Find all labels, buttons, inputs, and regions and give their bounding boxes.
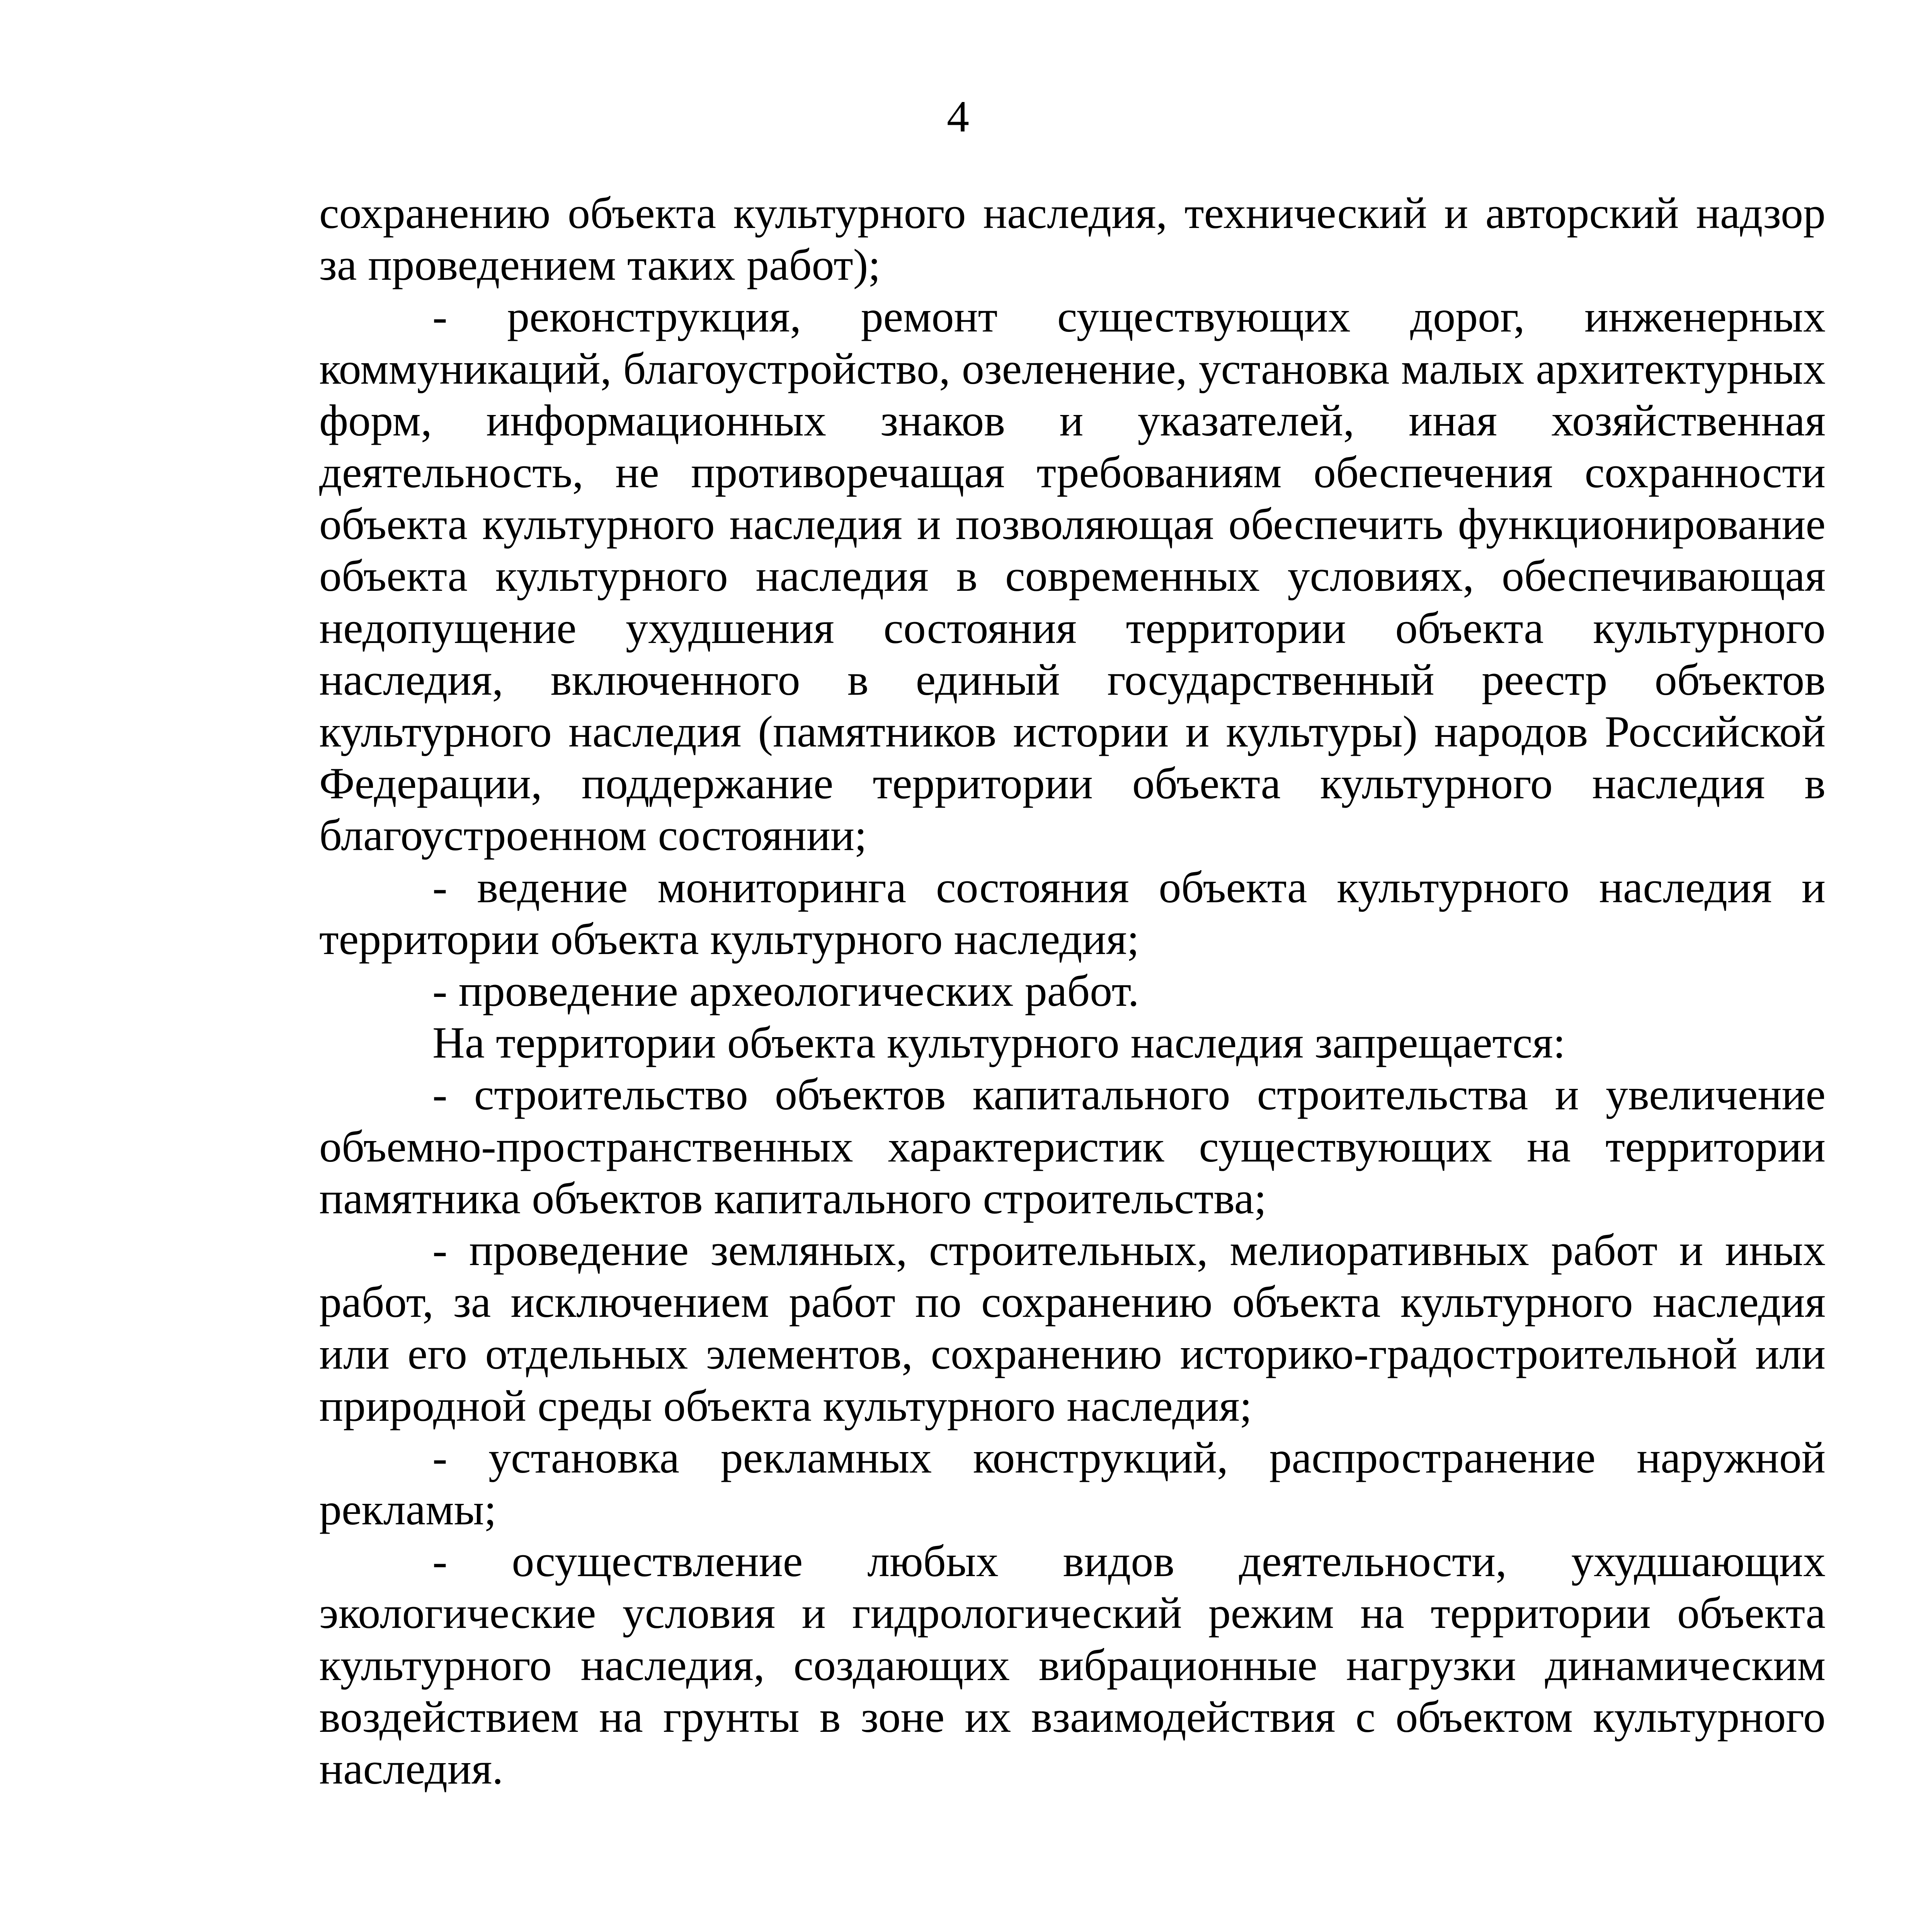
paragraph-monitoring: - ведение мониторинга состояния объекта культурного наследия и территории объекта культурного наследия;	[319, 862, 1826, 964]
paragraph-activities-ban: - осуществление любых видов деятельности, ухудшающих экологические условия и гидрологический режим на территории объекта культурного наследия, создающих вибрационные нагрузки динамическим воздействием на грунты в зоне их взаимодействия с объектом культурного наследия.	[319, 1537, 1826, 1794]
paragraph-archaeology: - проведение археологических работ.	[432, 966, 1139, 1016]
paragraph-advertising-ban: - установка рекламных конструкций, распространение наружной рекламы;	[319, 1433, 1826, 1535]
paragraph-continuation: сохранению объекта культурного наследия, технический и авторский надзор за проведением таких работ);	[319, 189, 1826, 290]
paragraph-prohibitions-heading: На территории объекта культурного наследия запрещается:	[432, 1018, 1565, 1068]
paragraph-earthworks-ban: - проведение земляных, строительных, мелиоративных работ и иных работ, за исключением работ по сохранению объекта культурного наследия или его отдельных элементов, сохранению историко-градостроительной или природной среды объекта культурного наследия;	[319, 1226, 1826, 1431]
paragraph-construction-ban: - строительство объектов капитального строительства и увеличение объемно-пространственных характеристик существующих на территории памятника объектов капитального строительства;	[319, 1070, 1826, 1223]
document-body	[319, 187, 1826, 1795]
paragraph-reconstruction: - реконструкция, ремонт существующих дорог, инженерных коммуникаций, благоустройство, озеленение, установка малых архитектурных форм, информационных знаков и указателей, иная хозяйственная деятельность, не противоречащая требованиям обеспечения сохранности объекта культурного наследия и позволяющая обеспечить функционирование объекта культурного наследия в современных условиях, обеспечивающая недопущение ухудшения состояния территории объекта культурного наследия, включенного в единый государственный реестр объектов культурного наследия (памятников истории и культуры) народов Российской Федерации, поддержание территории объекта культурного наследия в благоустроенном состоянии;	[319, 292, 1826, 861]
page-number: 4	[947, 92, 969, 141]
